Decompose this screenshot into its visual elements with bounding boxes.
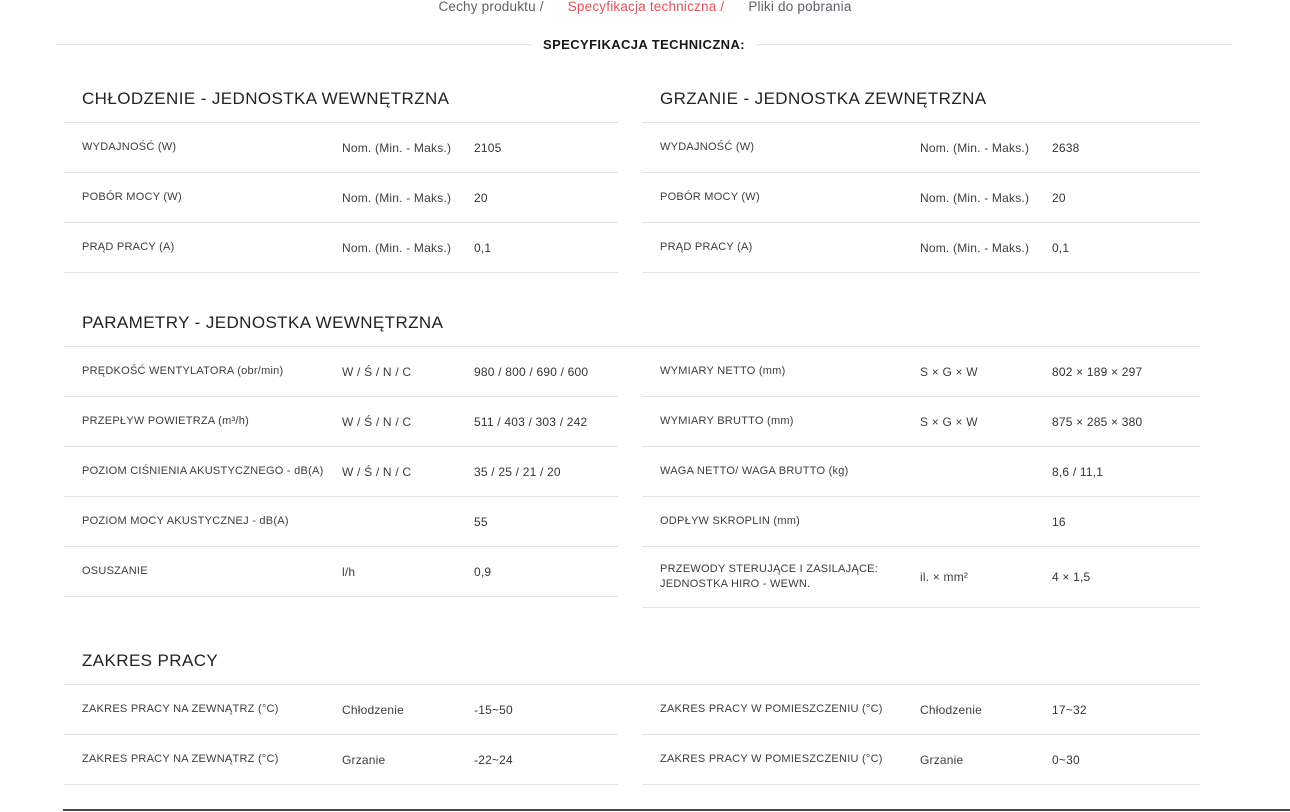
spec-qualifier: W / Ś / N / C (342, 464, 412, 479)
spec-qualifier: Nom. (Min. - Maks.) (342, 140, 452, 155)
tab-pliki-do-pobrania[interactable]: Pliki do pobrania (748, 0, 852, 14)
product-tabs (0, 0, 1290, 16)
spec-label: OSUSZANIE (82, 565, 148, 577)
table-row (64, 397, 618, 447)
spec-label: PRZEPŁYW POWIETRZA (m³/h) (82, 415, 249, 427)
spec-value: 55 (474, 514, 488, 529)
operating-range-right-column (642, 685, 1200, 785)
table-row (642, 347, 1200, 397)
spec-label: ZAKRES PRACY W POMIESZCZENIU (°C) (660, 753, 883, 765)
spec-label: ZAKRES PRACY W POMIESZCZENIU (°C) (660, 703, 883, 715)
table-row (64, 123, 618, 173)
spec-label: POZIOM CIŚNIENIA AKUSTYCZNEGO - dB(A) (82, 465, 324, 477)
spec-value: 17~32 (1052, 702, 1087, 717)
spec-label: PRĘDKOŚĆ WENTYLATORA (obr/min) (82, 365, 284, 377)
spec-qualifier: Chłodzenie (920, 702, 983, 717)
spec-label: ZAKRES PRACY NA ZEWNĄTRZ (°C) (82, 753, 279, 765)
spec-qualifier: Nom. (Min. - Maks.) (920, 140, 1030, 155)
spec-value: 0,9 (474, 564, 492, 579)
table-row (64, 347, 618, 397)
spec-value: 4 × 1,5 (1052, 570, 1091, 584)
table-row (642, 223, 1200, 273)
cooling-indoor-title: CHŁODZENIE - JEDNOSTKA WEWNĘTRZNA (64, 76, 618, 123)
spec-label: PRĄD PRACY (A) (82, 241, 175, 253)
operating-range-left-column (64, 685, 618, 785)
table-row (642, 173, 1200, 223)
spec-label: PRZEWODY STERUJĄCE I ZASILAJĄCE: JEDNOSTKA HIRO - WEWN. (660, 563, 879, 590)
operating-range-section-header (64, 638, 1200, 685)
table-row (642, 123, 1200, 173)
spec-value: 35 / 25 / 21 / 20 (474, 464, 561, 479)
page-title: SPECYFIKACJA TECHNICZNA: (543, 36, 745, 52)
table-row (64, 735, 618, 785)
parameters-title: PARAMETRY - JEDNOSTKA WEWNĘTRZNA (64, 300, 1200, 347)
spec-qualifier: S × G × W (920, 414, 978, 429)
spec-qualifier: Nom. (Min. - Maks.) (342, 240, 452, 255)
spec-value: 0~30 (1052, 752, 1080, 767)
heating-outdoor-table (642, 76, 1200, 273)
spec-qualifier: W / Ś / N / C (342, 414, 412, 429)
spec-value: 875 × 285 × 380 (1052, 414, 1143, 429)
table-row (642, 447, 1200, 497)
spec-value: 20 (1052, 190, 1066, 205)
spec-value: 2105 (474, 140, 502, 155)
tab-specyfikacja-techniczna[interactable]: Specyfikacja techniczna / (567, 0, 725, 14)
section-heading-row (56, 36, 1232, 52)
table-row (642, 397, 1200, 447)
spec-value: -22~24 (474, 752, 513, 767)
parameters-section-header (64, 300, 1200, 347)
spec-value: -15~50 (474, 702, 513, 717)
spec-value: 20 (474, 190, 488, 205)
spec-label: ZAKRES PRACY NA ZEWNĄTRZ (°C) (82, 703, 279, 715)
spec-value: 980 / 800 / 690 / 600 (474, 364, 589, 379)
table-row (64, 447, 618, 497)
spec-value: 802 × 189 × 297 (1052, 364, 1143, 379)
table-row (64, 547, 618, 597)
spec-qualifier: W / Ś / N / C (342, 364, 412, 379)
spec-label: WYMIARY BRUTTO (mm) (660, 415, 794, 427)
parameters-left-column (64, 347, 618, 597)
spec-value: 511 / 403 / 303 / 242 (474, 414, 588, 429)
spec-value: 8,6 / 11,1 (1052, 464, 1104, 479)
spec-label: WYMIARY NETTO (mm) (660, 365, 786, 377)
spec-label: POBÓR MOCY (W) (82, 191, 182, 203)
cooling-indoor-table (64, 76, 618, 273)
spec-label: PRĄD PRACY (A) (660, 241, 753, 253)
spec-value: 16 (1052, 514, 1066, 529)
spec-qualifier: Grzanie (342, 752, 386, 767)
spec-value: 0,1 (474, 240, 492, 255)
heating-outdoor-title: GRZANIE - JEDNOSTKA ZEWNĘTRZNA (642, 76, 1200, 123)
spec-qualifier: il. × mm² (920, 570, 969, 584)
tab-cechy-produktu[interactable]: Cechy produktu / (438, 0, 544, 14)
spec-qualifier: l/h (342, 564, 356, 579)
spec-label: WYDAJNOŚĆ (W) (82, 141, 177, 153)
parameters-right-column (642, 347, 1200, 608)
bottom-section-divider (63, 809, 1290, 811)
spec-label: ODPŁYW SKROPLIN (mm) (660, 515, 801, 527)
spec-label: WAGA NETTO/ WAGA BRUTTO (kg) (660, 465, 849, 477)
spec-value: 2638 (1052, 140, 1080, 155)
spec-qualifier: Nom. (Min. - Maks.) (920, 240, 1030, 255)
table-row (642, 497, 1200, 547)
spec-label: WYDAJNOŚĆ (W) (660, 141, 755, 153)
spec-qualifier: S × G × W (920, 364, 978, 379)
heading-rule-left (56, 44, 532, 45)
spec-label: POZIOM MOCY AKUSTYCZNEJ - dB(A) (82, 515, 289, 527)
spec-label: POBÓR MOCY (W) (660, 191, 760, 203)
table-row (64, 173, 618, 223)
spec-qualifier: Chłodzenie (342, 702, 405, 717)
table-row (642, 685, 1200, 735)
table-row (64, 497, 618, 547)
operating-range-title: ZAKRES PRACY (64, 638, 1200, 685)
table-row (64, 223, 618, 273)
spec-qualifier: Nom. (Min. - Maks.) (342, 190, 452, 205)
spec-qualifier: Grzanie (920, 752, 964, 767)
spec-qualifier: Nom. (Min. - Maks.) (920, 190, 1030, 205)
table-row (642, 547, 1200, 608)
heading-rule-right (756, 44, 1232, 45)
table-row (642, 735, 1200, 785)
spec-value: 0,1 (1052, 240, 1070, 255)
table-row (64, 685, 618, 735)
